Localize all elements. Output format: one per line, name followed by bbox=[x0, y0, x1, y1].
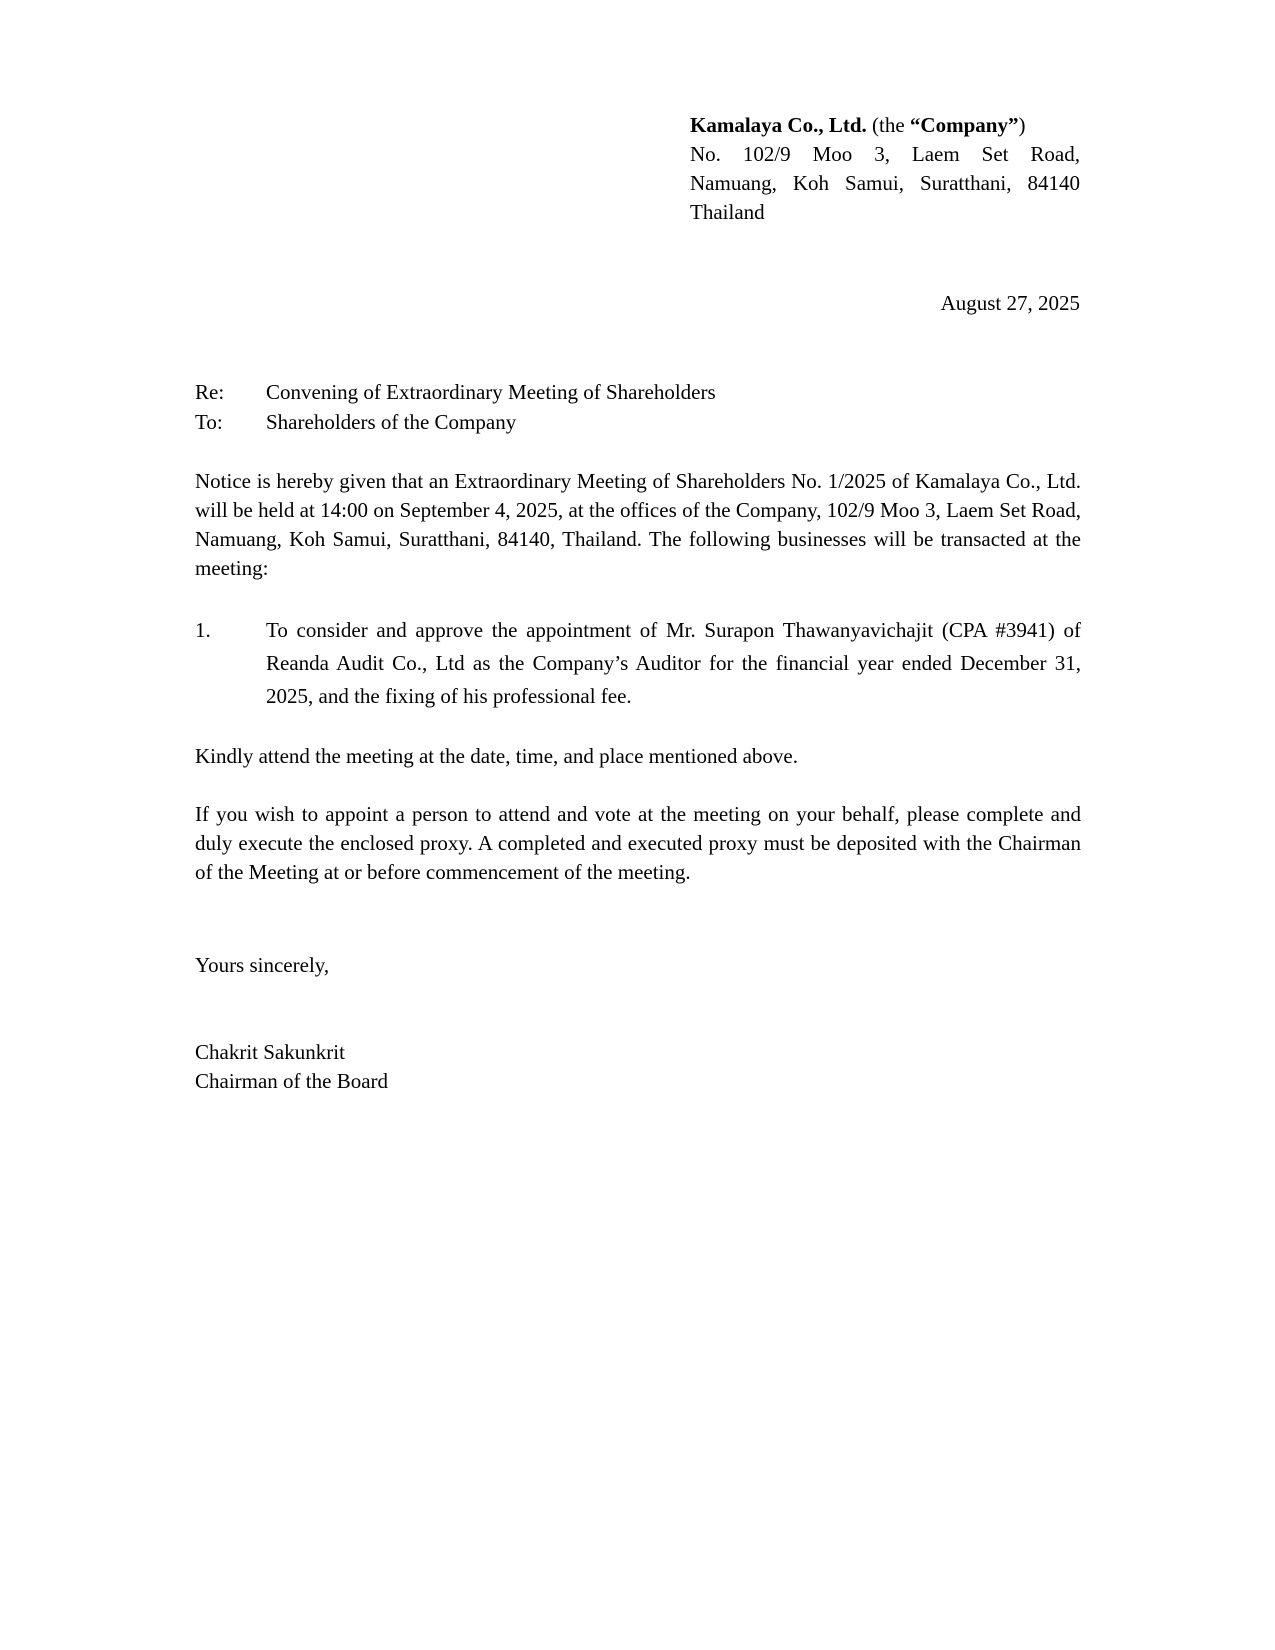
ref-label-re: Re: bbox=[195, 380, 225, 404]
close-paren: ) bbox=[1018, 113, 1026, 137]
company-name-line bbox=[690, 111, 1080, 140]
address-line-2: Namuang, Koh Samui, Suratthani, 84140 bbox=[690, 171, 1080, 195]
proxy-paragraph: If you wish to appoint a person to attend and vote at the meeting on your behalf, please complete and duly execute the enclosed proxy. A completed and executed proxy must be deposited with the Chairman of the Meeting at or before commencement of the meeting. bbox=[195, 802, 1081, 884]
signature-block bbox=[195, 1038, 795, 1096]
ref-subject: Convening of Extraordinary Meeting of Shareholders bbox=[266, 380, 716, 404]
the-prefix: (the bbox=[866, 113, 910, 137]
company-letterhead bbox=[690, 111, 1080, 227]
address-line-3: Thailand bbox=[690, 200, 765, 224]
agenda-item bbox=[195, 614, 1081, 713]
company-defined-term: “Company” bbox=[909, 113, 1019, 137]
ref-row-to bbox=[195, 408, 1085, 438]
ref-row-re bbox=[195, 378, 1085, 408]
ref-label-to: To: bbox=[195, 410, 223, 434]
address-line-1: No. 102/9 Moo 3, Laem Set Road, bbox=[690, 142, 1080, 166]
letter-date: August 27, 2025 bbox=[940, 291, 1080, 315]
ref-recipient: Shareholders of the Company bbox=[266, 410, 517, 434]
closing-salutation: Yours sincerely, bbox=[195, 953, 330, 977]
notice-paragraph: Notice is hereby given that an Extraordinary Meeting of Shareholders No. 1/2025 of Kamalaya Co., Ltd. will be held at 14:00 on September 4, 2025, at the offices of the Company, 102/9 Moo 3, Laem Set Road, Namuang, Koh Samui, Suratthani, 84140, Thailand. The following businesses will be transacted at the meeting: bbox=[195, 469, 1081, 580]
company-name: Kamalaya Co., Ltd. bbox=[690, 113, 867, 137]
signer-name: Chakrit Sakunkrit bbox=[195, 1040, 345, 1064]
signer-title: Chairman of the Board bbox=[195, 1069, 389, 1093]
agenda-item-number: 1. bbox=[195, 618, 211, 642]
reference-block bbox=[195, 378, 1085, 438]
attend-paragraph: Kindly attend the meeting at the date, time, and place mentioned above. bbox=[195, 744, 798, 768]
agenda-item-text: To consider and approve the appointment of Mr. Surapon Thawanyavichajit (CPA #3941) of Reanda Audit Co., Ltd as the Company’s Auditor for the financial year ended December 31, 2025, and the fixing of his professional fee. bbox=[266, 618, 1081, 708]
